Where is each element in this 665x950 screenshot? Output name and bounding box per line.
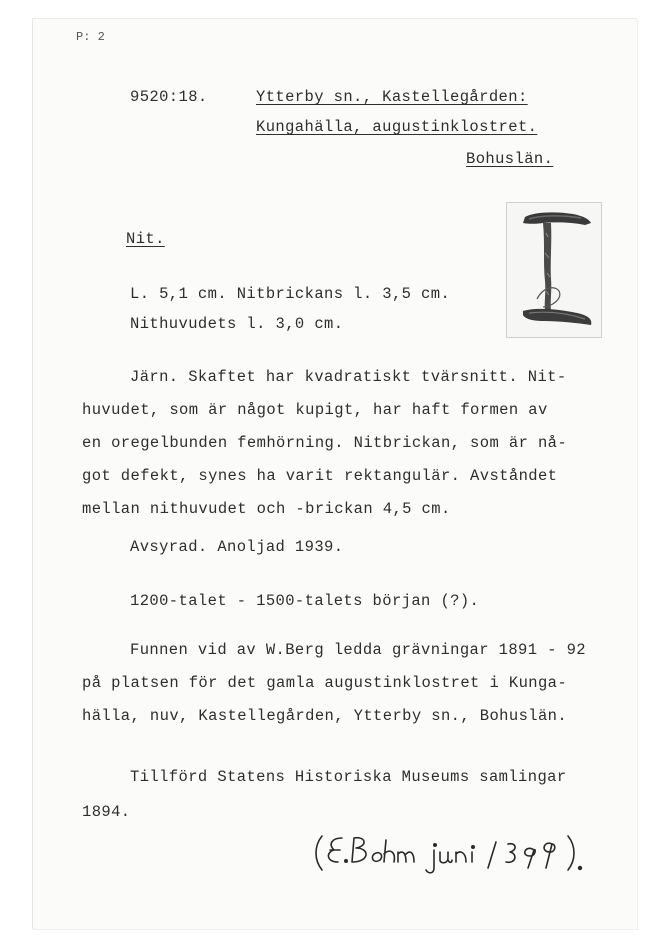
object-title: Nit. — [126, 230, 165, 248]
find-info-line-3: hälla, nuv, Kastellegården, Ytterby sn., Bohuslän. — [82, 707, 568, 725]
handwritten-signature — [312, 828, 602, 876]
location-line-1: Ytterby sn., Kastellegården: — [256, 88, 528, 106]
province: Bohuslän. — [466, 150, 554, 168]
rivet-image — [507, 203, 601, 337]
treatment-note: Avsyrad. Anoljad 1939. — [130, 538, 344, 556]
description-line-1: Järn. Skaftet har kvadratiskt tvärsnitt. Nit- — [130, 368, 567, 386]
dating: 1200-talet - 1500-talets början (?). — [130, 592, 480, 610]
find-info-line-2: på platsen för det gamla augustinklostret i Kunga- — [82, 674, 568, 692]
description-line-2: huvudet, som är något kupigt, har haft formen av — [82, 401, 548, 419]
signature-image — [312, 828, 602, 876]
description-line-4: got defekt, synes ha varit rektangulär. Avståndet — [82, 467, 558, 485]
find-info-line-1: Funnen vid av W.Berg ledda grävningar 1891 - 92 — [130, 641, 586, 659]
rivet-photo — [506, 202, 602, 338]
description-line-5: mellan nithuvudet och -brickan 4,5 cm. — [82, 500, 451, 518]
measurements-line-2: Nithuvudets l. 3,0 cm. — [130, 315, 344, 333]
catalog-number: 9520:18. — [130, 88, 208, 106]
acquisition-line-1: Tillförd Statens Historiska Museums samlingar — [130, 768, 567, 786]
acquisition-line-2: 1894. — [82, 803, 131, 821]
corner-mark: P: 2 — [76, 30, 105, 44]
description-line-3: en oregelbunden femhörning. Nitbrickan, som är nå- — [82, 434, 568, 452]
measurements-line-1: L. 5,1 cm. Nitbrickans l. 3,5 cm. — [130, 285, 451, 303]
location-line-2: Kungahälla, augustinklostret. — [256, 118, 538, 136]
